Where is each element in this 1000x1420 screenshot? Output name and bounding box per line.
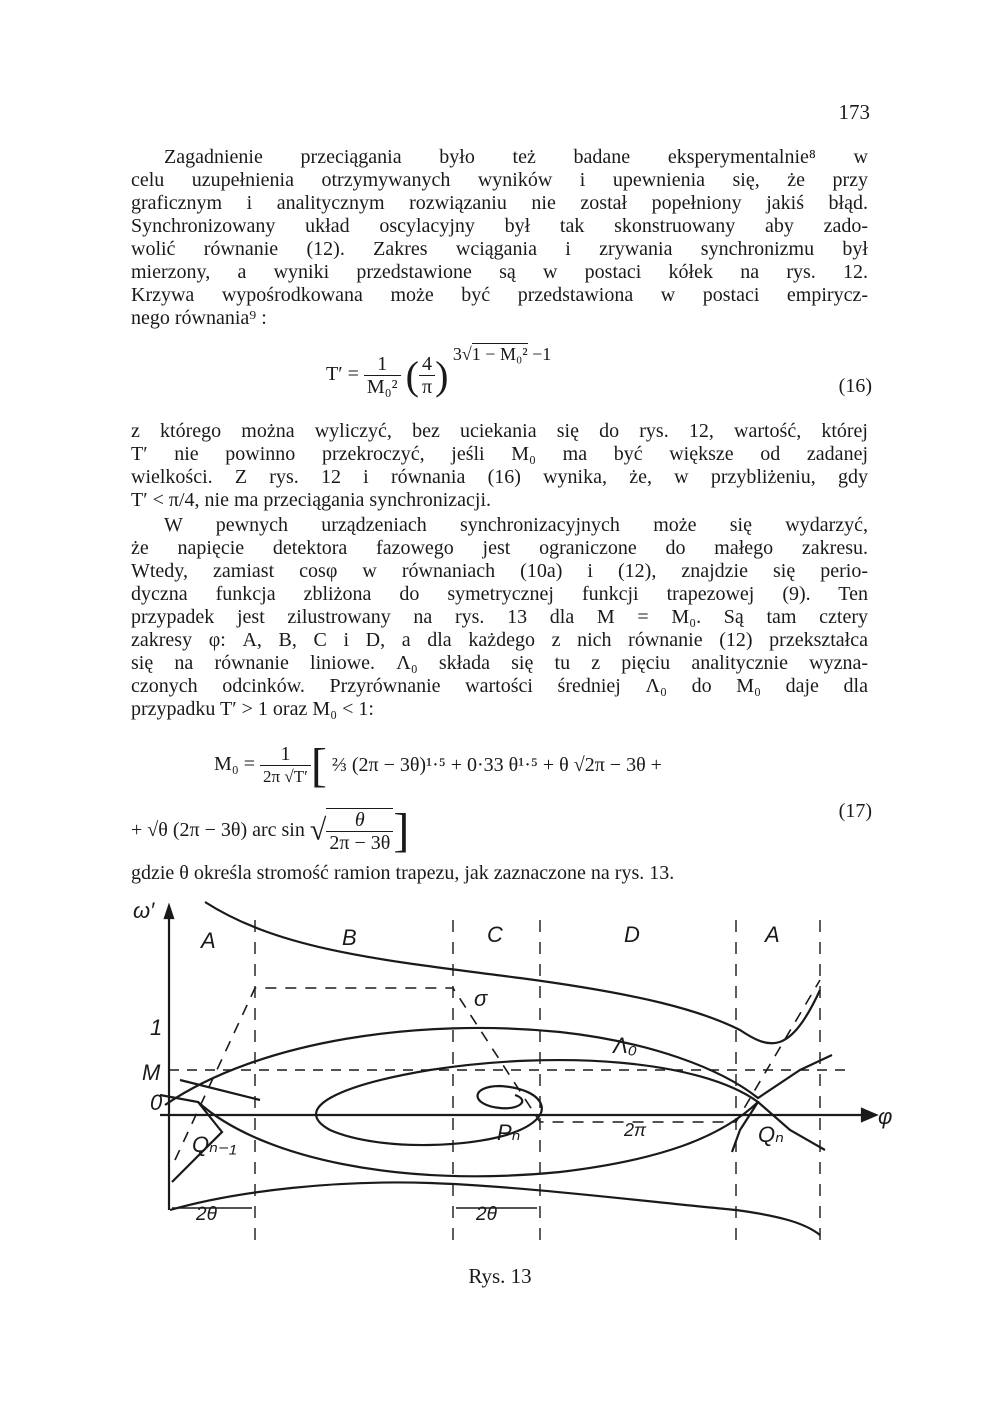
text-line: gdzie θ określa stromość ramion trapezu, jak zaznaczone na rys. 13. (131, 862, 675, 884)
label-theta1: 2θ (196, 1204, 217, 1225)
eq17-denominator: 2π √T′ (263, 767, 308, 786)
paragraph-2 (131, 420, 868, 512)
eq17-rad-num: θ (326, 809, 393, 832)
label-lambda: Λ₀ (613, 1033, 637, 1058)
eq16-denominator: M₀² (366, 376, 398, 398)
equation-number-16: (16) (838, 375, 872, 397)
label-sigma: σ (474, 986, 488, 1011)
text-line: mierzony, a wyniki przedstawione są w postaci kółek na rys. 12. (131, 261, 868, 283)
eq16-exp-radicand: 1 − M₀² (471, 344, 528, 365)
eq16-exp-post: −1 (532, 344, 552, 365)
text-line: Wtedy, zamiast cosφ w równaniach (10a) i (12), znajdzie się perio- (131, 560, 868, 582)
axis-arrow (862, 1109, 876, 1121)
label-phi: φ (878, 1104, 893, 1129)
label-two-pi: 2π (624, 1120, 647, 1140)
text-line: Synchronizowany układ oscylacyjny był tak skonstruowany aby zado- (131, 215, 868, 237)
text-line: że napięcie detektora fazowego jest ograniczone do małego zakresu. (131, 537, 868, 559)
label-pn: Pₙ (497, 1120, 521, 1145)
eq16-inner-fraction (419, 353, 435, 398)
page-number: 173 (838, 100, 870, 124)
equation-17-line-1: M₀ = $\frac{1}{2\pi √T'}$ [ ⅔ (2π − 3θ)¹·⁵ + 0·33 θ¹·⁵ + θ √2π − 3θ + (214, 739, 662, 792)
eq17-radical-fraction (326, 808, 393, 854)
omega-arrow (165, 906, 173, 918)
text-line: nego równania⁹ : (131, 307, 267, 329)
text-line: przypadek jest zilustrowany na rys. 13 dla M = M₀. Są tam cztery (131, 606, 868, 628)
label-qn: Qₙ (758, 1122, 784, 1147)
equation-number-17: (17) (838, 800, 872, 822)
label-c: C (487, 922, 503, 947)
label-d: D (624, 922, 640, 947)
text-line: Zagadnienie przeciągania było też badane eksperymentalnie⁸ w (164, 146, 868, 168)
paragraph-4 (131, 862, 868, 885)
label-zero: 0 (150, 1090, 163, 1115)
text-line: zakresy φ: A, B, C i D, a dla każdego z nich równanie (12) przekształca (131, 629, 868, 651)
spiral (198, 1060, 758, 1176)
eq16-lhs: T′ = (326, 363, 359, 386)
label-m: M (142, 1060, 161, 1085)
paragraph-1 (131, 146, 868, 330)
eq16-fraction (364, 353, 401, 398)
label-qn1: Qₙ₋₁ (192, 1132, 237, 1157)
label-one: 1 (150, 1015, 163, 1040)
eq17-term1: ⅔ (2π − 3θ)¹·⁵ + 0·33 θ¹·⁵ + θ √2π − 3θ + (331, 754, 662, 776)
text-line: celu uzupełnienia otrzymywanych wyników i upewnienia się, że przy (131, 169, 868, 191)
eq17-line2: + √θ (2π − 3θ) arc sin (131, 819, 305, 841)
text-line: dyczna funkcja zbliżona do symetrycznej funkcji trapezowej (9). Ten (131, 583, 868, 605)
text-line: T′ < π/4, nie ma przeciągania synchronizacji. (131, 489, 492, 511)
text-line: graficznym i analitycznym rozwiązaniu nie został popełniony jakiś błąd. (131, 192, 868, 214)
text-line: Krzywa wypośrodkowana może być przedstawiona w postaci empirycz- (131, 284, 868, 306)
lambda-curve (165, 1028, 832, 1105)
paragraph-3 (131, 514, 868, 721)
eq17-numerator: 1 (260, 743, 311, 766)
eq16-inner-den: π (421, 376, 433, 398)
equation-16: T′ = $\frac{1}{\text{M₀²}}$ ( $\frac{4}{\pi}$ ) 3√1 − M₀² −1 (326, 344, 552, 398)
label-a1: A (201, 928, 216, 953)
text-line: czonych odcinków. Przyrównanie wartości średniej Λ₀ do M₀ daje dla (131, 675, 868, 697)
figure-13 (0, 890, 1000, 1250)
text-line: się na równanie liniowe. Λ₀ składa się tu z pięciu analitycznie wyzna- (131, 652, 868, 674)
text-line: wielkości. Z rys. 12 i równania (16) wynika, że, w przybliżeniu, gdy (131, 466, 868, 488)
eq17-rad-den: 2π − 3θ (329, 831, 391, 854)
label-theta2: 2θ (476, 1204, 497, 1225)
text-line: z którego można wyliczyć, bez uciekania się do rys. 12, wartość, której (131, 420, 868, 442)
label-b: B (342, 925, 357, 950)
text-line: W pewnych urządzeniach synchronizacyjnych może się wydarzyć, (164, 514, 868, 536)
eq16-inner-num: 4 (419, 353, 435, 376)
eq16-exp-pre: 3 (452, 344, 462, 365)
eq17-fraction (260, 743, 311, 788)
q-cross-1 (180, 1080, 260, 1100)
figure-caption: Rys. 13 (468, 1264, 532, 1288)
upper-trajectory (205, 902, 820, 1043)
label-omega: ω′ (133, 898, 155, 923)
equation-17-line-2: + √θ (2π − 3θ) arc sin √ $\frac{\theta}{2\pi - 3\theta}$ ] (131, 804, 410, 857)
label-a2: A (765, 922, 780, 947)
text-line: wolić równanie (12). Zakres wciągania i zrywania synchronizmu był (131, 238, 868, 260)
text-line: T′ nie powinno przekroczyć, jeśli M₀ ma być większe od zadanej (131, 443, 868, 465)
eq16-numerator: 1 (364, 353, 401, 376)
text-line: przypadku T′ > 1 oraz M₀ < 1: (131, 698, 374, 720)
eq17-lhs: M₀ = (214, 753, 256, 776)
